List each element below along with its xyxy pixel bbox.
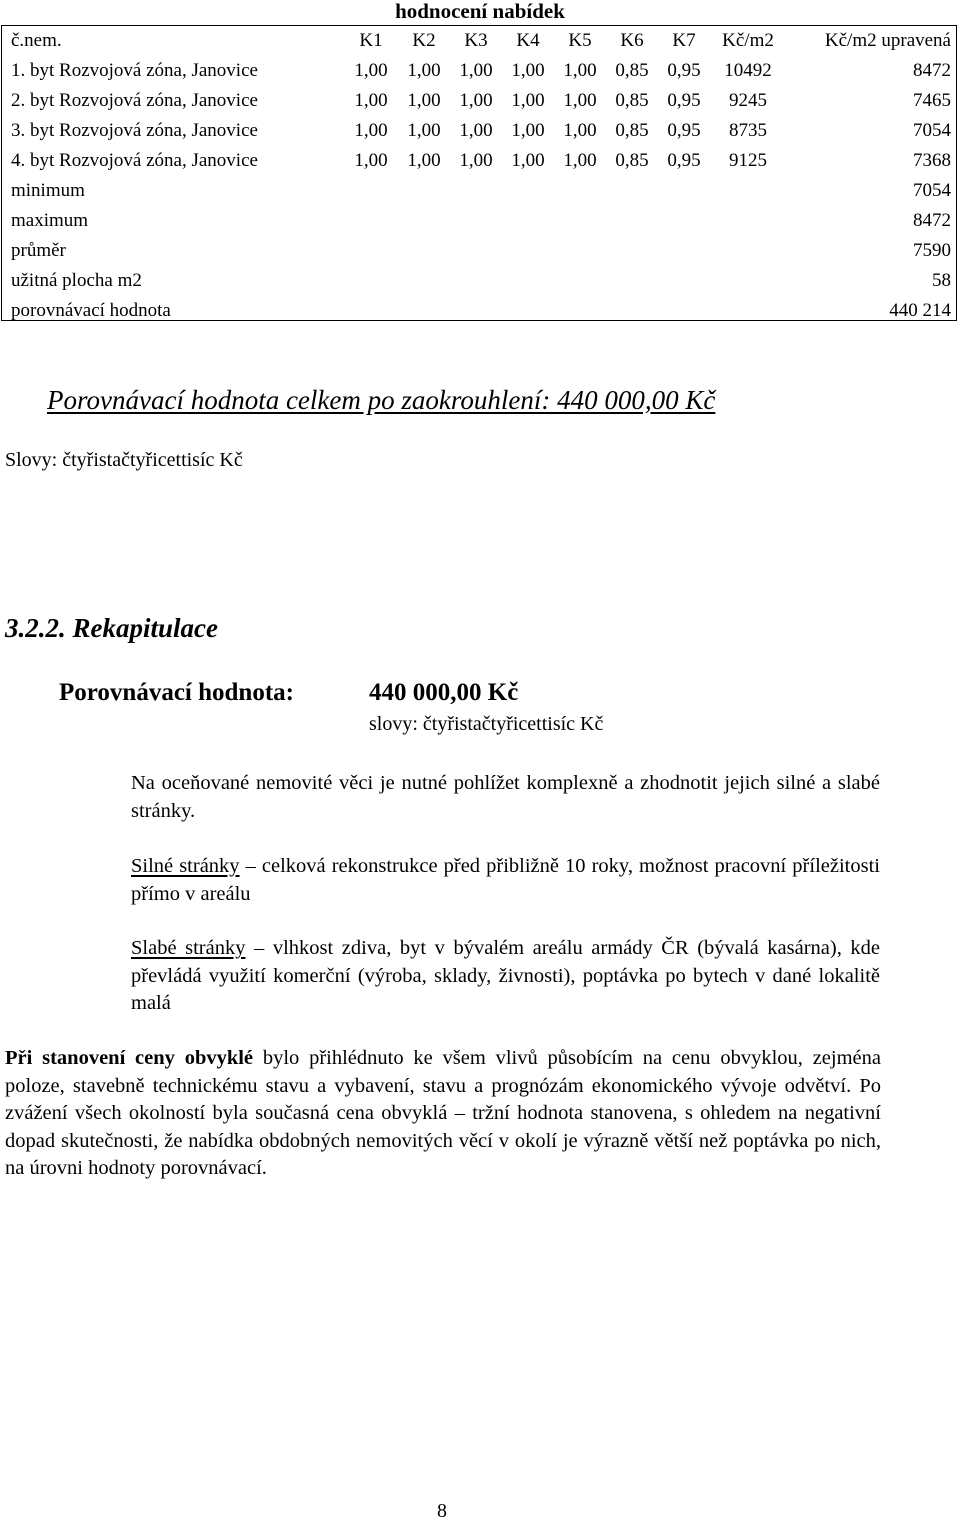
conclusion-bold-lead: Při stanovení ceny obvyklé [5,1047,254,1069]
total-in-words: Slovy: čtyřistačtyřicettisíc Kč [5,449,243,471]
summary-row-maximum [2,207,956,237]
table-cell: 1,00 [563,120,597,141]
conclusion-text: bylo přihlédnuto ke všem vlivů působícím na cenu obvyklou, zejména poloze, stavebně technickému stavu a vybavení, stavu a prognózám ekonomického vývoje odvětví. Po zvážení všech okolností byla současná cena obvyklá – tržní hodnota stanovena, s ohledem na negativní dopad skutečnosti, že nabídka obdobných nemovitých věcí v okolí je výrazně větší než poptávka po nich, na úrovni hodnoty porovnávací. [5,1047,881,1179]
rounded-total-value: Porovnávací hodnota celkem po zaokrouhlení: 440 000,00 Kč [47,385,716,415]
header-cell: č.nem. [11,30,62,51]
table-cell: 0,95 [667,120,701,141]
table-cell: 1,00 [459,150,493,171]
table-row [2,57,956,87]
recap-label: Porovnávací hodnota: [59,679,294,706]
table-cell: 0,95 [667,60,701,81]
conclusion-paragraph [5,1045,881,1183]
table-cell: 7465 [913,90,951,111]
weaknesses-label: Slabé stránky [131,937,246,959]
summary-value: 58 [932,270,951,291]
header-cell: Kč/m2 upravená [824,30,951,51]
table-cell: 0,85 [615,90,649,111]
weaknesses-text: – vlhkost zdiva, byt v bývalém areálu armády ČR (bývalá kasárna), kde převládá využití komerční (výroba, sklady, živnosti), poptávka po bytech v dané lokalitě malá [131,937,880,1014]
table-cell: 1,00 [511,60,545,81]
table-cell: 2. byt Rozvojová zóna, Janovice [11,90,258,111]
table-cell: 0,85 [615,150,649,171]
table-cell: 7368 [913,150,951,171]
summary-value: 8472 [913,210,951,231]
table-cell: 8735 [729,120,767,141]
summary-value: 7590 [913,240,951,261]
table-cell: 1,00 [354,120,388,141]
table-cell: 1,00 [407,60,441,81]
page-number: 8 [437,1500,447,1522]
summary-value: 440 214 [889,300,951,321]
table-row [2,117,956,147]
strengths-text: – celková rekonstrukce před přibližně 10 roky, možnost pracovní příležitosti přímo v areálu [131,855,880,905]
table-header-row [2,27,956,57]
table-cell: 1,00 [511,150,545,171]
table-cell: 9125 [729,150,767,171]
table-cell: 0,85 [615,120,649,141]
strengths-paragraph [131,853,880,908]
weaknesses-paragraph [131,935,880,1018]
summary-label: užitná plocha m2 [11,270,142,291]
offers-evaluation-table [1,25,957,321]
recap-words: slovy: čtyřistačtyřicettisíc Kč [369,713,604,735]
summary-value: 7054 [913,180,951,201]
table-cell: 1,00 [459,60,493,81]
summary-label: porovnávací hodnota [11,300,171,321]
assessment-paragraph: Na oceňované nemovité věci je nutné pohlížet komplexně a zhodnotit jejich silné a slabé stránky. [131,772,880,822]
table-row [2,147,956,177]
table-cell: 1,00 [511,90,545,111]
table-cell: 1,00 [407,150,441,171]
recap-value: 440 000,00 Kč [369,679,519,706]
header-cell: K2 [412,30,436,51]
table-cell: 8472 [913,60,951,81]
header-cell: K3 [464,30,488,51]
summary-row-minimum [2,177,956,207]
summary-label: průměr [11,240,66,261]
summary-row-comparative-value [2,297,956,327]
table-cell: 1,00 [563,90,597,111]
section-heading: 3.2.2. Rekapitulace [5,613,218,643]
table-cell: 0,85 [615,60,649,81]
table-row [2,87,956,117]
table-cell: 1,00 [459,120,493,141]
table-cell: 0,95 [667,150,701,171]
table-cell: 1. byt Rozvojová zóna, Janovice [11,60,258,81]
table-cell: 9245 [729,90,767,111]
table-cell: 1,00 [459,90,493,111]
table-cell: 7054 [913,120,951,141]
table-cell: 4. byt Rozvojová zóna, Janovice [11,150,258,171]
table-cell: 1,00 [354,90,388,111]
table-cell: 3. byt Rozvojová zóna, Janovice [11,120,258,141]
summary-row-floor-area [2,267,956,297]
summary-label: maximum [11,210,89,231]
header-cell: K1 [359,30,383,51]
table-cell: 1,00 [407,90,441,111]
table-cell: 1,00 [563,60,597,81]
header-cell: K6 [620,30,644,51]
summary-label: minimum [11,180,85,201]
table-cell: 1,00 [511,120,545,141]
header-cell: Kč/m2 [722,30,774,51]
header-cell: K4 [516,30,540,51]
strengths-label: Silné stránky [131,855,240,877]
table-title: hodnocení nabídek [395,0,565,23]
summary-row-average [2,237,956,267]
table-cell: 10492 [724,60,772,81]
table-cell: 0,95 [667,90,701,111]
header-cell: K5 [568,30,592,51]
table-cell: 1,00 [354,60,388,81]
header-cell: K7 [672,30,696,51]
table-cell: 1,00 [407,120,441,141]
table-cell: 1,00 [563,150,597,171]
table-cell: 1,00 [354,150,388,171]
